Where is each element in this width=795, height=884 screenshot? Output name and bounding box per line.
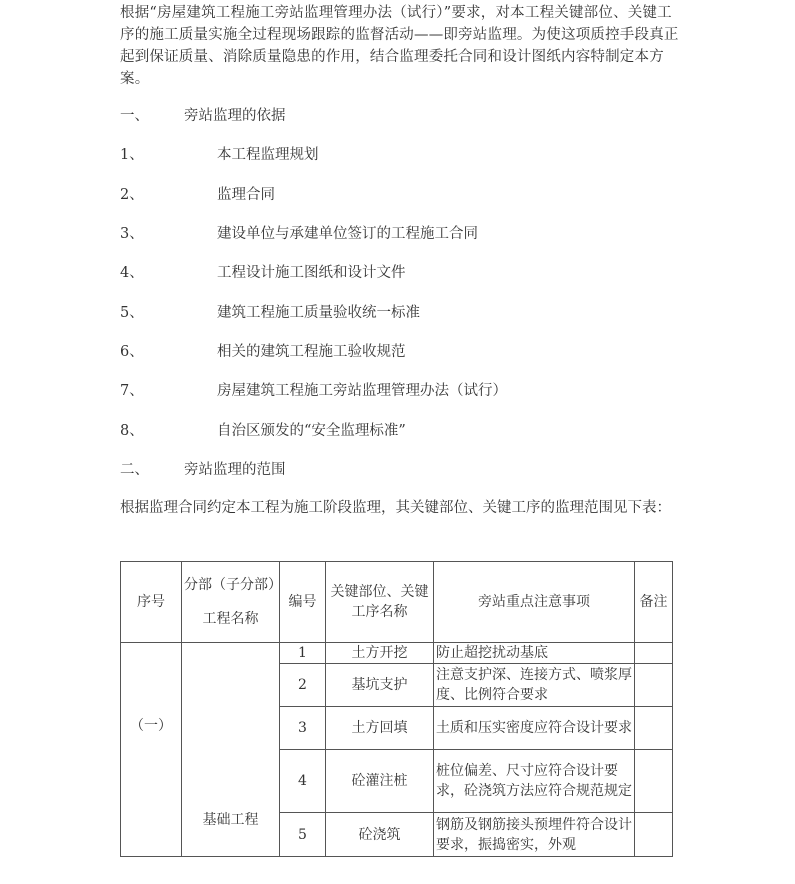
basis-item-6 [120,341,406,363]
item-number: 5、 [120,305,144,321]
section-number: 二、 [120,462,149,478]
section-heading-basis [120,105,286,127]
item-text: 本工程监理规划 [217,147,319,163]
header-division [182,562,280,643]
item-number: 6、 [120,344,144,360]
row-notes: 桩位偏差、尺寸应符合设计要求，砼浇筑方法应符合规范规定 [434,750,635,813]
row-code: 2 [280,664,326,707]
header-division-top: 分部（子分部） [184,577,282,593]
row-remark [635,664,673,707]
basis-item-7 [120,380,507,402]
basis-item-2 [120,184,275,206]
row-process: 基坑支护 [326,664,434,707]
section-title: 旁站监理的依据 [184,108,286,124]
row-remark [635,643,673,664]
row-process: 砼浇筑 [326,813,434,857]
row-process: 土方开挖 [326,643,434,664]
item-text: 建筑工程施工质量验收统一标准 [217,305,420,321]
header-key-process: 关键部位、关键工序名称 [326,562,434,643]
row-code: 3 [280,707,326,750]
row-notes: 土质和压实密度应符合设计要求 [434,707,635,750]
item-number: 3、 [120,226,144,242]
row-code: 5 [280,813,326,857]
row-code: 4 [280,750,326,813]
intro-paragraph: 根据“房屋建筑工程施工旁站监理管理办法（试行）”要求，对本工程关键部位、关键工序的施工质量实施全过程现场跟踪的监督活动——即旁站监理。为使这项质控手段真正起到保证质量、消除质量隐患的作用，结合监理委托合同和设计图纸内容特制定本方案。 [120,5,679,87]
row-process: 土方回填 [326,707,434,750]
item-text: 相关的建筑工程施工验收规范 [217,344,406,360]
basis-item-5 [120,302,420,324]
item-number: 1、 [120,147,144,163]
row-notes: 钢筋及钢筋接头预埋件符合设计要求，振捣密实，外观 [434,813,635,857]
basis-item-4 [120,262,406,284]
header-remark: 备注 [635,562,673,643]
basis-item-8 [120,420,406,442]
item-number: 2、 [120,187,144,203]
item-text: 建设单位与承建单位签订的工程施工合同 [217,226,478,242]
header-code: 编号 [280,562,326,643]
item-number: 7、 [120,383,144,399]
item-text: 监理合同 [217,187,275,203]
group-seq-cell [121,643,182,857]
section-title: 旁站监理的范围 [184,462,286,478]
header-notes: 旁站重点注意事项 [434,562,635,643]
header-division-bottom: 工程名称 [202,611,259,627]
group-seq: （一） [130,717,172,734]
row-notes: 注意支护深、连接方式、喷浆厚度、比例符合要求 [434,664,635,707]
row-remark [635,813,673,857]
item-number: 8、 [120,423,144,439]
row-notes: 防止超挖扰动基底 [434,643,635,664]
item-text: 工程设计施工图纸和设计文件 [217,265,406,281]
item-text: 自治区颁发的“安全监理标准” [217,423,406,439]
row-remark [635,750,673,813]
section-number: 一、 [120,108,149,124]
table-row [121,643,673,664]
row-remark [635,707,673,750]
basis-item-3 [120,223,478,245]
group-name-cell: 基础工程 [182,643,280,857]
table-header-row [121,562,673,643]
basis-item-1 [120,144,319,166]
section-heading-scope [120,459,286,481]
item-number: 4、 [120,265,144,281]
header-seq: 序号 [121,562,182,643]
item-text: 房屋建筑工程施工旁站监理管理办法（试行） [217,383,507,399]
row-code: 1 [280,643,326,664]
row-process: 砼灌注桩 [326,750,434,813]
scope-table [120,561,673,857]
scope-intro-paragraph: 根据监理合同约定本工程为施工阶段监理，其关键部位、关键工序的监理范围见下表： [120,500,671,516]
